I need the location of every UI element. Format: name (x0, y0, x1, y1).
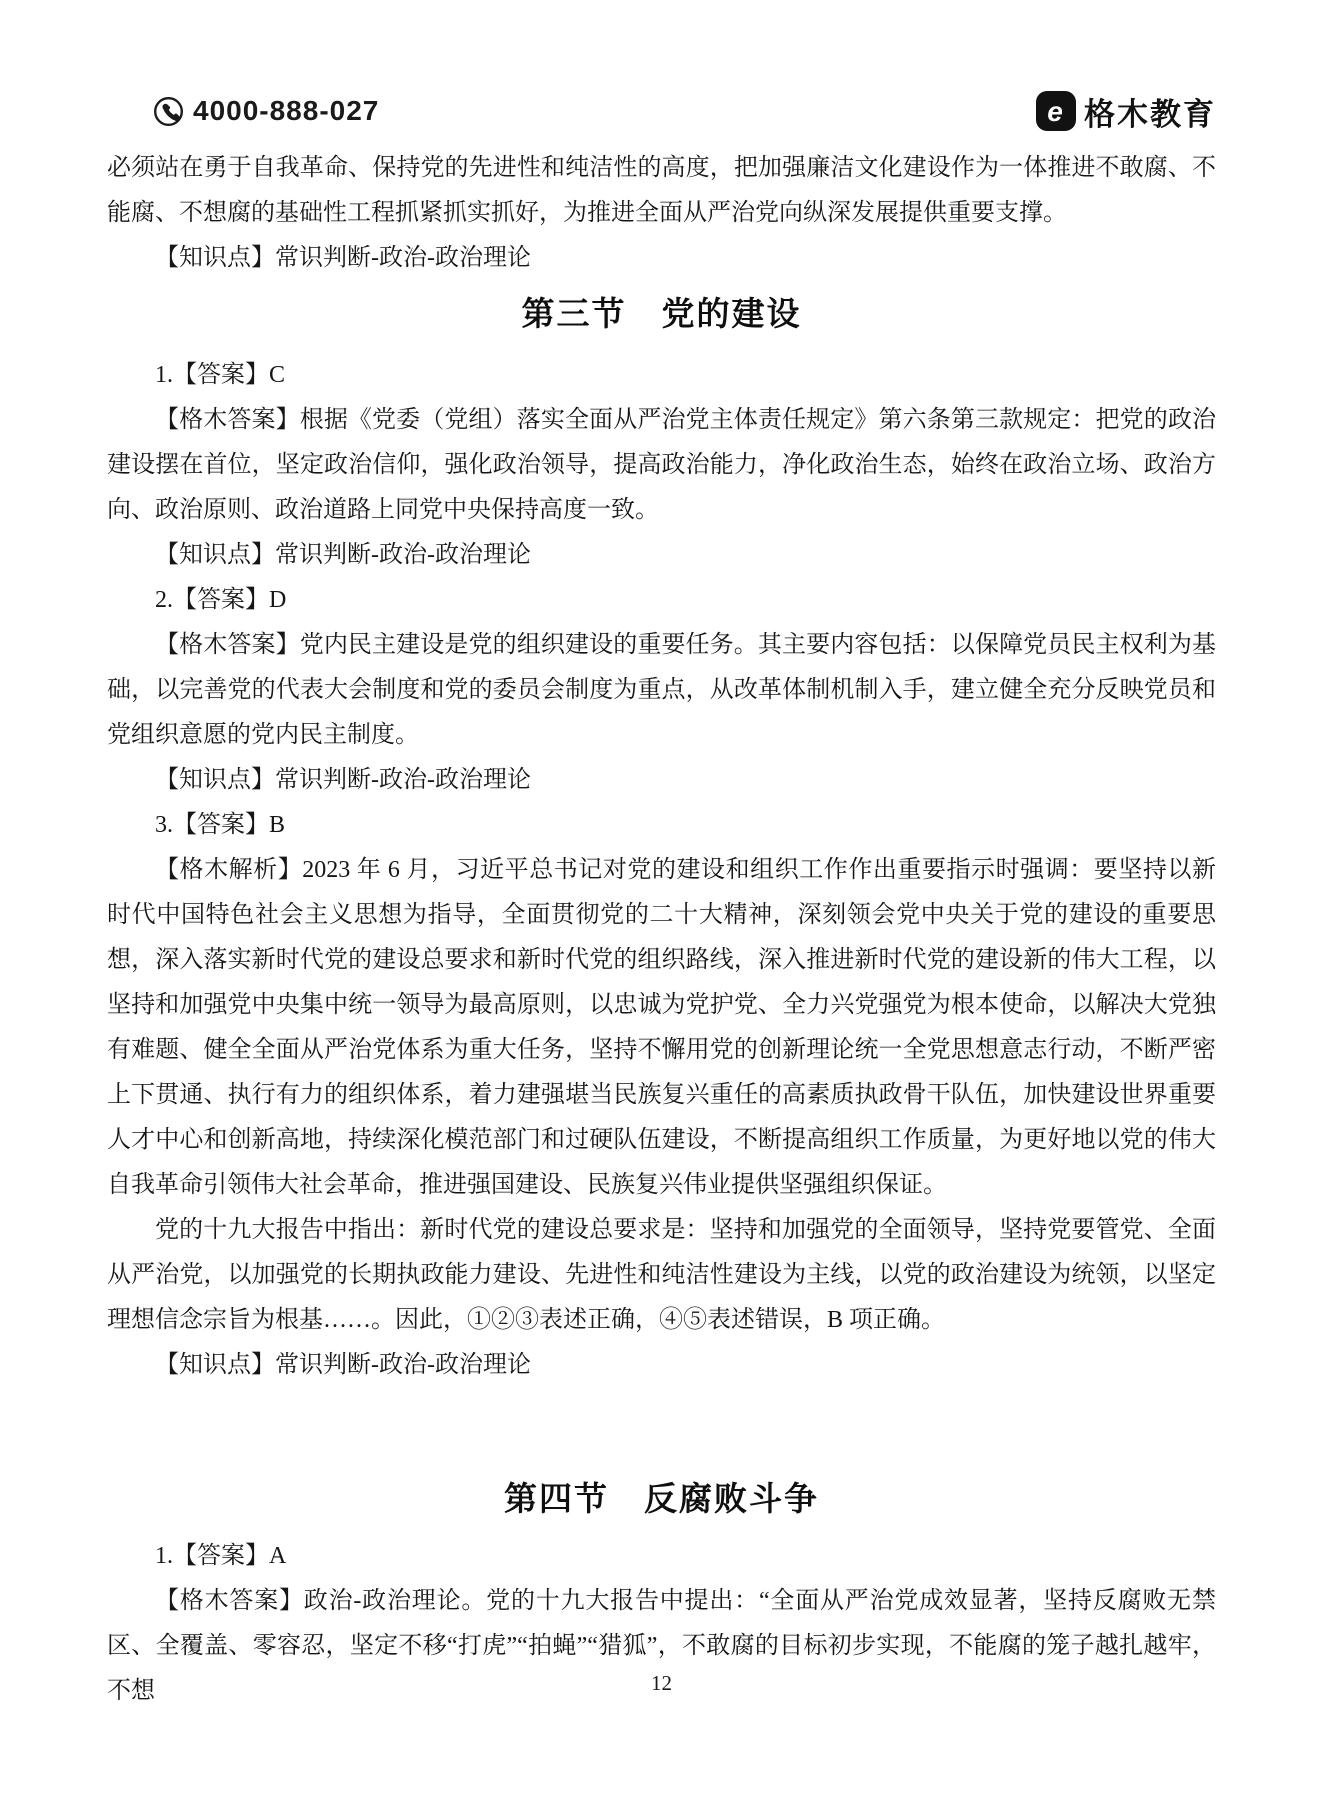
brand-logo-icon (1036, 91, 1076, 131)
phone-number: 4000-888-027 (193, 95, 380, 126)
answer-line: 1.【答案】A (155, 1543, 287, 1569)
phone-icon (153, 96, 184, 127)
answer-line: 1.【答案】C (155, 362, 286, 388)
answer-line: 2.【答案】D (155, 587, 287, 613)
knowledge-point: 【知识点】常识判断-政治-政治理论 (155, 245, 531, 271)
analysis-paragraph: 【格木答案】党内民主建设是党的组织建设的重要任务。其主要内容包括：以保障党员民主权利为基础，以完善党的代表大会制度和党的委员会制度为重点，从改革体制机制入手，建立健全充分反映党员和党组织意愿的党内民主制度。 (107, 632, 1216, 748)
analysis-paragraph: 【格木答案】政治-政治理论。党的十九大报告中提出：“全面从严治党成效显著，坚持反腐败无禁区、全覆盖、零容忍，坚定不移“打虎”“拍蝇”“猎狐”，不敢腐的目标初步实现，不能腐的笼子越扎越牢，不想 (107, 1588, 1216, 1704)
svg-text:e: e (1047, 96, 1065, 127)
document-body (107, 146, 1216, 1714)
paragraph-continuation: 必须站在勇于自我革命、保持党的先进性和纯洁性的高度，把加强廉洁文化建设作为一体推进不敢腐、不能腐、不想腐的基础性工程抓紧抓实抓好，为推进全面从严治党向纵深发展提供重要支撑。 (107, 155, 1216, 226)
section-heading-anti-corruption: 第四节 反腐败斗争 (504, 1482, 819, 1518)
page-header (107, 88, 1216, 134)
knowledge-point: 【知识点】常识判断-政治-政治理论 (155, 1352, 531, 1378)
section-heading-party-building: 第三节 党的建设 (521, 297, 802, 333)
analysis-paragraph: 【格木答案】根据《党委（党组）落实全面从严治党主体责任规定》第六条第三款规定：把党的政治建设摆在首位，坚定政治信仰，强化政治领导，提高政治能力，净化政治生态，始终在政治立场、政治方向、政治原则、政治道路上同党中央保持高度一致。 (107, 407, 1216, 523)
contact-phone (153, 95, 379, 127)
knowledge-point: 【知识点】常识判断-政治-政治理论 (155, 767, 531, 793)
analysis-paragraph: 【格木解析】2023 年 6 月，习近平总书记对党的建设和组织工作作出重要指示时强调：要坚持以新时代中国特色社会主义思想为指导，全面贯彻党的二十大精神，深刻领会党中央关于党的建设的重要思想，深入落实新时代党的建设总要求和新时代党的组织路线，深入推进新时代党的建设新的伟大工程，以坚持和加强党中央集中统一领导为最高原则，以忠诚为党护党、全力兴党强党为根本使命，以解决大党独有难题、健全全面从严治党体系为重大任务，坚持不懈用党的创新理论统一全党思想意志行动，不断严密上下贯通、执行有力的组织体系，着力建强堪当民族复兴重任的高素质执政骨干队伍，加快建设世界重要人才中心和创新高地，持续深化模范部门和过硬队伍建设，不断提高组织工作质量，为更好地以党的伟大自我革命引领伟大社会革命，推进强国建设、民族复兴伟业提供坚强组织保证。 (107, 857, 1216, 1198)
page-number: 12 (651, 1671, 672, 1695)
answer-line: 3.【答案】B (155, 812, 286, 838)
brand-name: 格木教育 (1084, 96, 1216, 132)
brand-logo (1036, 89, 1216, 134)
analysis-extra-paragraph: 党的十九大报告中指出：新时代党的建设总要求是：坚持和加强党的全面领导，坚持党要管党、全面从严治党，以加强党的长期执政能力建设、先进性和纯洁性建设为主线，以党的政治建设为统领，以坚定理想信念宗旨为根基……。因此，①②③表述正确，④⑤表述错误，B 项正确。 (107, 1217, 1216, 1333)
knowledge-point: 【知识点】常识判断-政治-政治理论 (155, 542, 531, 568)
